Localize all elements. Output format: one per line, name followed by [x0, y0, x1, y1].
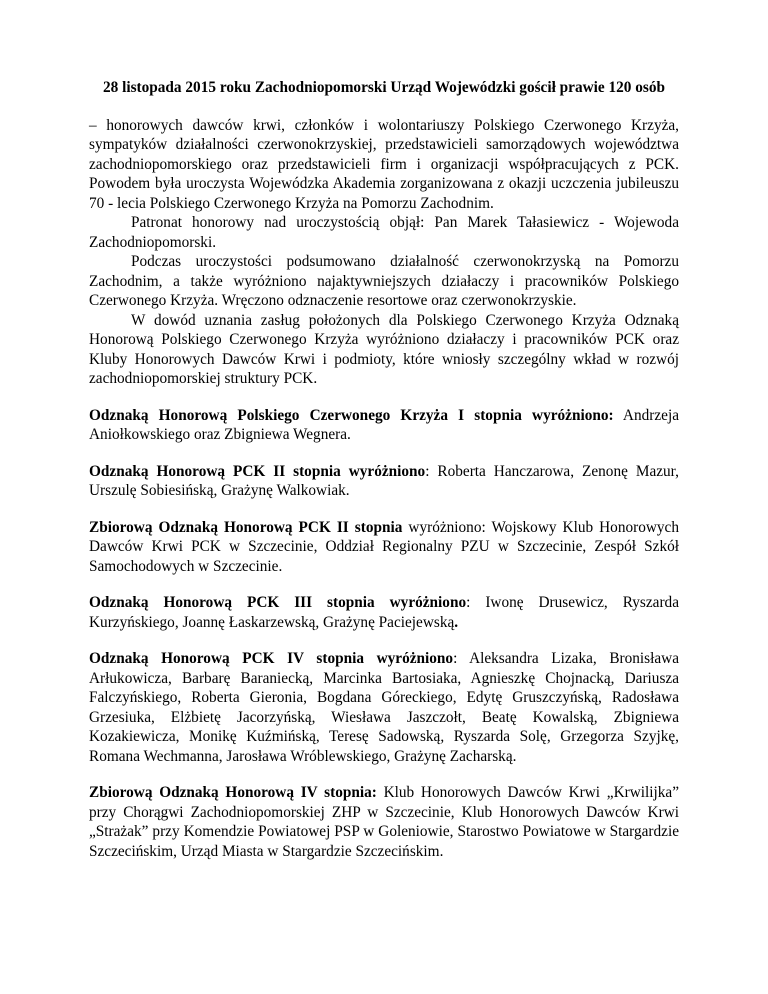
award-recipients: wyróżniono: Wojskowy Klub Honorowych Dawców Krwi PCK w Szczecinie, Oddział Regionalny PZU w Szczecinie, Zespół Szkół Samochodowych w Szczecinie.: [89, 518, 679, 575]
award-second-degree: [89, 462, 679, 501]
award-label: Odznaką Honorową Polskiego Czerwonego Krzyża I stopnia wyróżniono:: [89, 406, 614, 424]
document-title: 28 listopada 2015 roku Zachodniopomorski Urząd Wojewódzki gościł prawie 120 osób: [102, 79, 666, 96]
award-recipients: Klub Honorowych Dawców Krwi „Krwilijka” przy Chorągwi Zachodniopomorskiej ZHP w Szczecinie, Klub Honorowych Dawców Krwi „Strażak” przy Komendzie Powiatowej PSP w Goleniowie, Starostwo Powiatowe w Stargardzie Szczecińskim, Urząd Miasta w Stargardzie Szczecińskim.: [89, 784, 679, 860]
award-first-degree: [89, 406, 679, 445]
award-third-degree: [89, 593, 679, 632]
award-label: Odznaką Honorową PCK II stopnia wyróżniono: [89, 462, 426, 480]
award-recipients: : Aleksandra Lizaka, Bronisława Arłukowicza, Barbarę Baraniecką, Marcinka Bartosiaka, Agnieszkę Chojnacką, Dariusza Falczyńskiego, Roberta Gieronia, Bogdana Góreckiego, Edytę Gruszczyńską, Radosława Grzesiuka, Elżbietę Jacorzyńską, Wiesława Jaszczołt, Beatę Kowalską, Zbigniewa Kozakiewicza, Monikę Kuźmińską, Teresę Sadowską, Ryszarda Solę, Grzegorza Szyjkę, Romana Wechmanna, Jarosława Wróblewskiego, Grażynę Zacharską.: [89, 650, 679, 765]
award-label: Odznaką Honorową PCK IV stopnia wyróżniono: [89, 650, 454, 667]
award-end-mark: .: [454, 613, 459, 631]
patronage-paragraph: Patronat honorowy nad uroczystością objął: Pan Marek Tałasiewicz - Wojewoda Zachodniopomorski.: [89, 214, 679, 251]
award-label: Zbiorową Odznaką Honorową PCK II stopnia: [89, 518, 403, 536]
award-recipients: Andrzeja Aniołkowskiego oraz Zbigniewa Wegnera.: [89, 406, 679, 443]
intro-paragraph: – honorowych dawców krwi, członków i wolontariuszy Polskiego Czerwonego Krzyża, sympatyków działalności czerwonokrzyskiej, przedstawicieli samorządowych województwa zachodniopomorskiego oraz przedstawicieli firm i organizacji współpracujących z PCK. Powodem była uroczysta Wojewódzka Akademia zorganizowana z okazji uczczenia jubileuszu 70 - lecia Polskiego Czerwonego Krzyża na Pomorzu Zachodnim.: [89, 116, 679, 212]
document-page: [89, 78, 679, 861]
award-collective-fourth-degree: [89, 783, 679, 861]
award-label: Zbiorową Odznaką Honorową IV stopnia:: [89, 784, 377, 801]
award-label: Odznaką Honorową PCK III stopnia wyróżniono: [89, 594, 467, 611]
award-recipients: : Roberta Hanczarowa, Zenonę Mazur, Urszulę Sobiesińską, Grażynę Walkowiak.: [89, 462, 679, 499]
award-recipients: : Iwonę Drusewicz, Ryszarda Kurzyńskiego, Joannę Łaskarzewską, Grażynę Paciejewską: [89, 594, 679, 631]
award-fourth-degree: [89, 649, 679, 766]
recognition-paragraph: W dowód uznania zasług położonych dla Polskiego Czerwonego Krzyża Odznaką Honorową Polskiego Czerwonego Krzyża wyróżniono działaczy i pracowników PCK oraz Kluby Honorowych Dawców Krwi i podmioty, które wniosły szczególny wkład w rozwój zachodniopomorskiej struktury PCK.: [89, 311, 679, 387]
award-collective-second-degree: [89, 518, 679, 577]
summary-paragraph: Podczas uroczystości podsumowano działalność czerwonokrzyską na Pomorzu Zachodnim, a także wyróżniono najaktywniejszych działaczy i pracowników Polskiego Czerwonego Krzyża. Wręczono odznaczenie resortowe oraz czerwonokrzyskie.: [89, 253, 679, 309]
